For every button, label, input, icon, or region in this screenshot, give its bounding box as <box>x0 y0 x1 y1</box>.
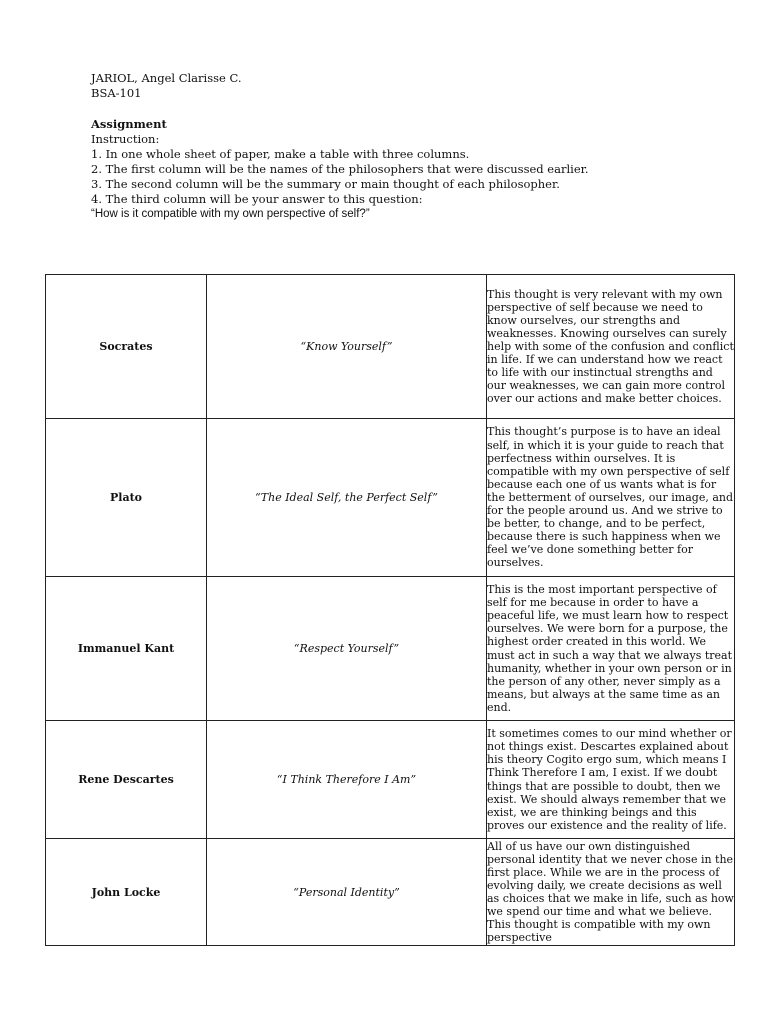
philosopher-name: Rene Descartes <box>46 721 207 839</box>
philosophers-table <box>45 274 735 946</box>
answer-cell <box>487 419 735 577</box>
instruction-item: 2. The first column will be the names of the philosophers that were discussed earlier. <box>91 162 589 176</box>
philosopher-thought: “The Ideal Self, the Perfect Self” <box>207 419 487 577</box>
philosopher-thought: “Respect Yourself” <box>207 577 487 721</box>
philosopher-thought: “I Think Therefore I Am” <box>207 721 487 839</box>
instruction-item: 3. The second column will be the summary or main thought of each philosopher. <box>91 177 560 191</box>
answer-text: All of us have our own distinguished personal identity that we never chose in the first place. While we are in the process of evolving daily, we create decisions as well as choices that we make in life, such as how we spend our time and what we believe. This thought is compatible with my own perspective <box>487 839 734 945</box>
answer-cell <box>487 721 735 839</box>
answer-text: This is the most important perspective of self for me because in order to have a peaceful life, we must learn how to respect ourselves. We were born for a purpose, the highest order created in this world. We must act in such a way that we always treat humanity, whether in your own person or in the person of any other, never simply as a means, but always at the same time as an end. <box>487 583 732 714</box>
table-row <box>46 419 735 577</box>
table-row <box>46 839 735 946</box>
philosopher-thought: “Personal Identity” <box>207 839 487 946</box>
answer-text: This thought’s purpose is to have an ideal self, in which it is your guide to reach that perfectness within ourselves. It is compatible with my own perspective of self because each one of us wants what is for the betterment of ourselves, our image, and for the people around us. And we strive to be better, to change, and to be perfect, because there is such happiness when we feel we’ve done something better for ourselves. <box>487 425 734 570</box>
assignment-title: Assignment <box>91 117 167 131</box>
philosopher-name: Immanuel Kant <box>46 577 207 721</box>
table-row <box>46 577 735 721</box>
answer-cell <box>487 577 735 721</box>
philosopher-thought: “Know Yourself” <box>207 275 487 419</box>
table-row <box>46 275 735 419</box>
philosopher-name: Socrates <box>46 275 207 419</box>
instruction-item: 4. The third column will be your answer to this question: <box>91 192 423 206</box>
table-row <box>46 721 735 839</box>
answer-text: This thought is very relevant with my own perspective of self because we need to know ourselves, our strengths and weaknesses. Knowing ourselves can surely help with some of the confusion and conflict in life. If we can understand how we react to life with our instinctual strengths and our weaknesses, we can gain more control over our actions and make better choices. <box>487 287 734 406</box>
philosopher-name: Plato <box>46 419 207 577</box>
student-name: JARIOL, Angel Clarisse C. <box>91 71 242 85</box>
instruction-item: 1. In one whole sheet of paper, make a table with three columns. <box>91 147 470 161</box>
answer-cell <box>487 839 735 946</box>
philosopher-name: John Locke <box>46 839 207 946</box>
document-header <box>91 71 731 222</box>
course-code: BSA-101 <box>91 86 142 100</box>
instruction-question: “How is it compatible with my own perspective of self?” <box>91 208 370 220</box>
answer-cell <box>487 275 735 419</box>
instruction-label: Instruction: <box>91 132 160 146</box>
answer-text: It sometimes comes to our mind whether or not things exist. Descartes explained about his theory Cogito ergo sum, which means I Think Therefore I am, I exist. If we doubt things that are possible to doubt, then we exist. We should always remember that we exist, we are thinking beings and this proves our existence and the reality of life. <box>487 727 732 832</box>
